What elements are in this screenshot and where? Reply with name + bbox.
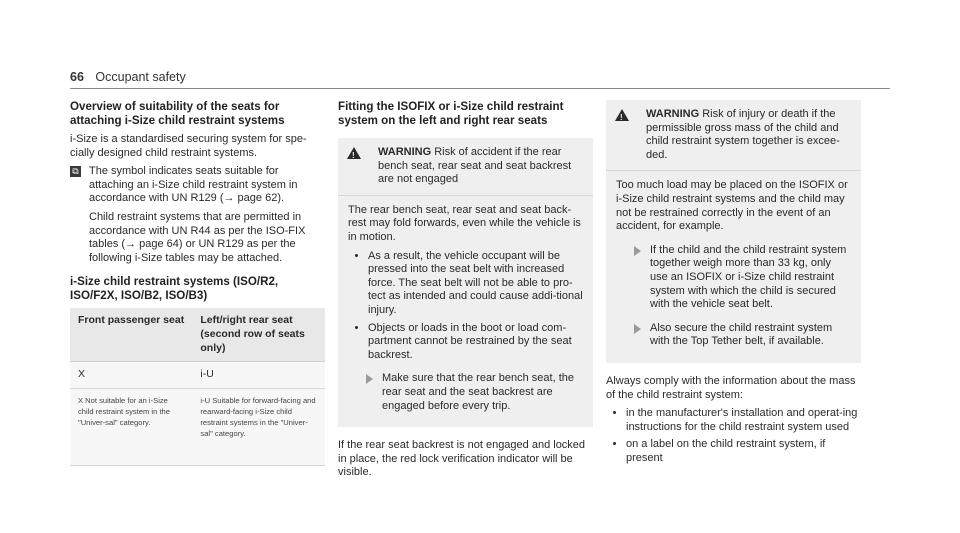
permitted-systems-text: Child restraint systems that are permitted in accordance with UN R44 as per the ISO-FIX tables (→ page 64) or UN R129 as per the following i-Size tables may be attached. — [89, 210, 306, 264]
page-header — [70, 70, 186, 84]
table-cell-legend: i-U Suitable for forward-facing and rearward-facing i-Size child restraint systems in the "Univer-sal" category. — [192, 388, 325, 465]
warning-label: WARNING — [646, 108, 700, 120]
lock-indicator-note: If the rear seat backrest is not engaged and locked in place, the red lock verification indicator will be visible. — [338, 439, 586, 479]
warning-text: Risk of accident if the rear bench seat, rear seat and seat backrest are not engaged — [378, 146, 572, 186]
action-arrow-icon — [634, 246, 641, 256]
list-item: • Objects or loads in the boot or load com-partment cannot be restrained by the seat backrest. — [368, 322, 583, 363]
action-text: If the child and the child restraint system together weigh more than 33 kg, only use an ISOFIX or i-Size child restraint system with which the child is secured with the vehicle seat belt. — [650, 243, 847, 311]
warning-text: Risk of injury or death if the permissible gross mass of the child and child restraint system together is excee-ded. — [646, 108, 840, 161]
table-header-row — [70, 308, 325, 361]
table-cell-legend: X Not suitable for an i-Size child restraint system in the "Univer-sal" category. — [70, 388, 192, 465]
warning-body: The rear bench seat, rear seat and seat back-rest may fold forwards, even while the vehicle is in motion. — [348, 203, 581, 243]
column-isize-overview — [70, 100, 325, 466]
warning-triangle-icon — [615, 109, 629, 121]
isize-table-heading: i-Size child restraint systems (ISO/R2, ISO/F2X, ISO/B2, ISO/B3) — [70, 275, 279, 303]
fitting-heading: Fitting the ISOFIX or i-Size child restraint system on the left and right rear seats — [338, 100, 564, 127]
symbol-note-text: The symbol indicates seats suitable for attaching an i-Size child restraint system in accordance with UN R129 (→ page 62). — [89, 165, 298, 205]
warning-triangle-icon — [347, 147, 361, 159]
warning-box-mass — [606, 100, 861, 363]
mass-info-bullets — [606, 407, 861, 465]
action-text: Make sure that the rear bench seat, the rear seat and the seat backrest are engaged before every trip. — [382, 372, 575, 412]
action-arrow-icon — [366, 374, 373, 384]
symbol-note — [70, 165, 325, 265]
action-step — [348, 372, 583, 413]
warning-body: Too much load may be placed on the ISOFIX or i-Size child restraint systems and the child may not be restrained correctly in the event of an accident, for example. — [616, 179, 848, 233]
list-item: • in the manufacturer's installation and operat-ing instructions for the child restraint system used — [626, 407, 861, 434]
warning-label: WARNING — [378, 146, 432, 158]
header-divider — [70, 88, 890, 89]
list-item: • on a label on the child restraint system, if present — [626, 438, 861, 465]
column-fitting-isofix — [338, 100, 593, 485]
action-step — [616, 244, 851, 312]
action-step — [616, 322, 851, 349]
warning-box-seat-engaged — [338, 138, 593, 427]
page-number: 66 — [70, 70, 84, 84]
table-header-rear: Left/right rear seat (second row of seats only) — [192, 308, 325, 361]
isize-overview-heading: Overview of suitability of the seats for attaching i-Size child restraint systems — [70, 100, 285, 127]
action-arrow-icon — [634, 324, 641, 334]
table-header-front: Front passenger seat — [70, 308, 192, 361]
isofix-symbol-icon: ⧉ — [70, 166, 81, 177]
column-mass-warning — [606, 100, 861, 469]
table-row — [70, 362, 325, 389]
table-cell: X — [70, 362, 192, 389]
warning-bullets — [348, 250, 583, 363]
mass-info-intro: Always comply with the information about the mass of the child restraint system: — [606, 374, 856, 401]
list-item: • As a result, the vehicle occupant will be pressed into the seat belt with increased force. The seat belt will not be able to pro-tect as intended and could cause addi-tional injury. — [368, 250, 583, 318]
section-title: Occupant safety — [95, 70, 186, 84]
isize-intro: i-Size is a standardised securing system for spe-cially designed child restraint systems. — [70, 133, 307, 159]
isize-suitability-table — [70, 308, 325, 465]
action-text: Also secure the child restraint system with the Top Tether belt, if available. — [650, 321, 833, 348]
table-row — [70, 388, 325, 465]
table-cell: i-U — [192, 362, 325, 389]
